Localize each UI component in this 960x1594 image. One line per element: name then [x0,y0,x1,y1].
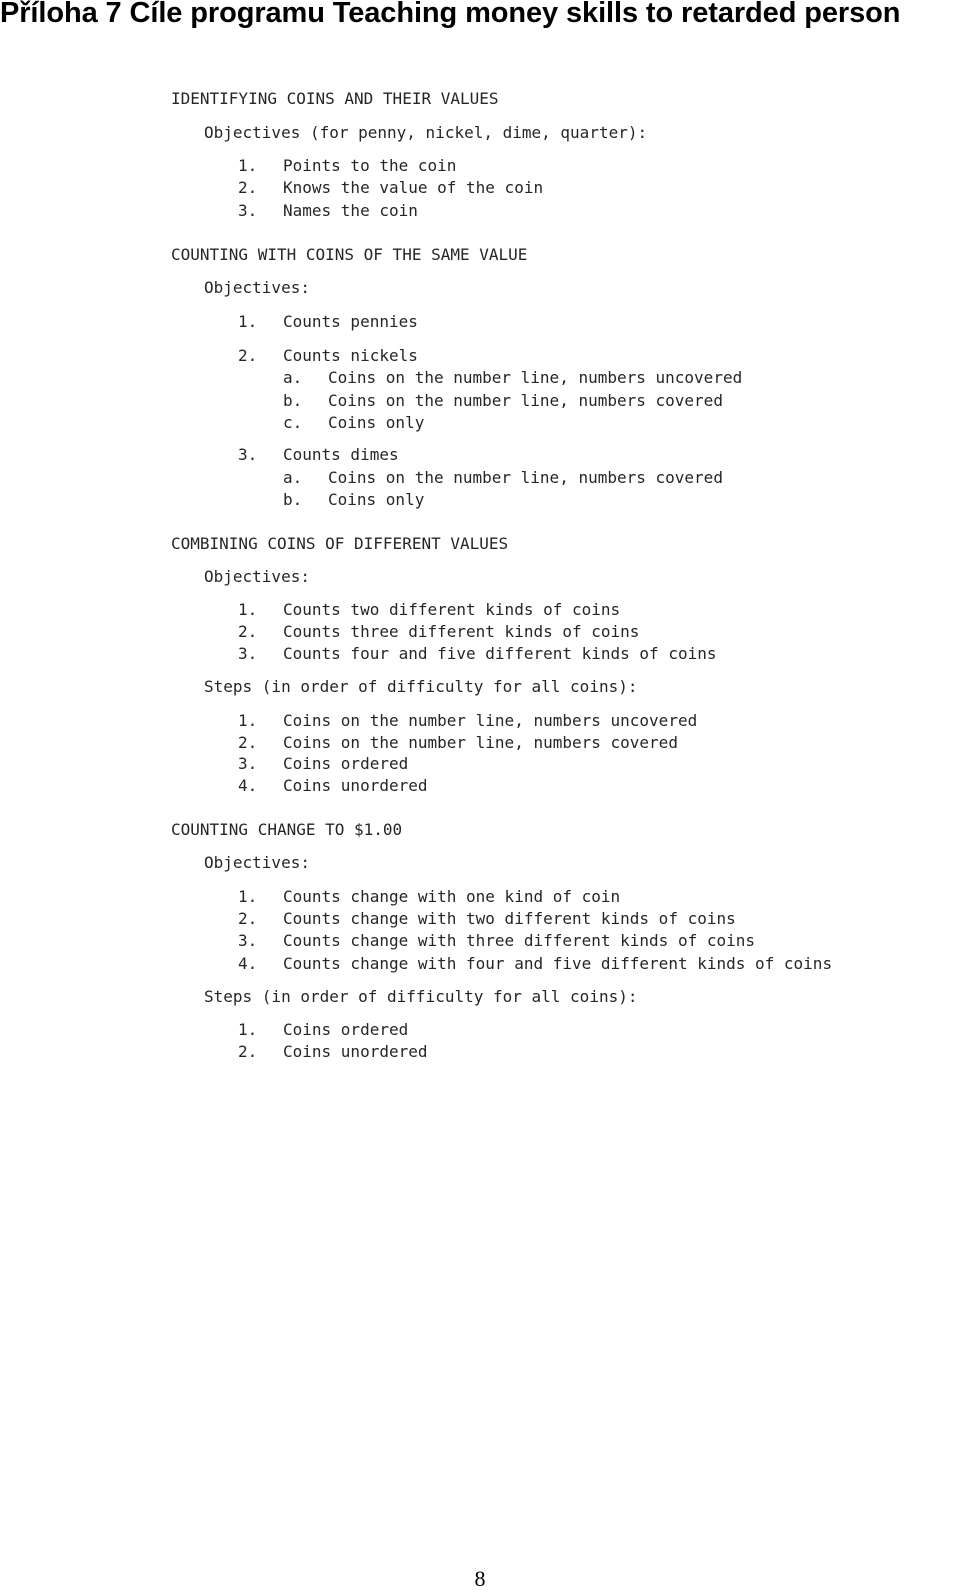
objective-text: Counts change with two different kinds of coins [283,909,736,928]
objective-number: 2. [238,909,258,928]
objective-text: Counts two different kinds of coins [283,600,621,619]
objective-text: Counts dimes [283,445,399,464]
objective-text: Counts nickels [283,346,418,365]
objective-number: 2. [238,346,258,365]
objective-text: Counts change with four and five different kinds of coins [283,954,833,973]
steps-label: Steps (in order of difficulty for all coins): [204,987,638,1006]
objective-number: 1. [238,887,258,906]
page-number: 8 [474,1566,486,1591]
objective-text: Counts four and five different kinds of coins [283,644,717,663]
step-number: 3. [238,754,258,773]
objective-number: 3. [238,644,258,663]
step-number: 1. [238,1020,258,1039]
objective-number: 3. [238,445,258,464]
objectives-label: Objectives (for penny, nickel, dime, quarter): [204,123,648,142]
step-text: Coins on the number line, numbers covered [283,733,678,752]
step-number: 4. [238,776,258,795]
sub-item-text: Coins on the number line, numbers covered [328,391,723,410]
section-heading-counting-change: COUNTING CHANGE TO $1.00 [171,820,403,839]
page-title: Příloha 7 Cíle programu Teaching money skills to retarded person [0,0,901,29]
step-text: Coins on the number line, numbers uncovered [283,711,698,730]
sub-item-text: Coins only [328,490,425,509]
step-number: 2. [238,733,258,752]
sub-item-letter: b. [283,490,303,509]
objective-number: 1. [238,156,258,175]
objectives-label: Objectives: [204,853,310,872]
section-heading-counting-same-value: COUNTING WITH COINS OF THE SAME VALUE [171,245,528,264]
objective-number: 2. [238,178,258,197]
sub-item-letter: a. [283,468,303,487]
sub-item-letter: b. [283,391,303,410]
objective-number: 3. [238,201,258,220]
step-text: Coins ordered [283,1020,409,1039]
objective-text: Names the coin [283,201,418,220]
objective-number: 1. [238,600,258,619]
objective-text: Knows the value of the coin [283,178,544,197]
objective-text: Counts change with one kind of coin [283,887,621,906]
sub-item-text: Coins on the number line, numbers covered [328,468,723,487]
objective-text: Counts pennies [283,312,418,331]
section-heading-combining-coins: COMBINING COINS OF DIFFERENT VALUES [171,534,509,553]
objective-text: Counts three different kinds of coins [283,622,640,641]
section-heading-identifying-coins: IDENTIFYING COINS AND THEIR VALUES [171,89,499,108]
objectives-label: Objectives: [204,278,310,297]
objective-number: 2. [238,622,258,641]
step-text: Coins ordered [283,754,409,773]
objective-text: Points to the coin [283,156,457,175]
sub-item-text: Coins on the number line, numbers uncovered [328,368,743,387]
objective-text: Counts change with three different kinds of coins [283,931,756,950]
objective-number: 1. [238,312,258,331]
sub-item-letter: c. [283,413,303,432]
step-text: Coins unordered [283,776,428,795]
steps-label: Steps (in order of difficulty for all coins): [204,677,638,696]
objective-number: 4. [238,954,258,973]
step-number: 2. [238,1042,258,1061]
step-text: Coins unordered [283,1042,428,1061]
sub-item-text: Coins only [328,413,425,432]
sub-item-letter: a. [283,368,303,387]
objective-number: 3. [238,931,258,950]
objectives-label: Objectives: [204,567,310,586]
step-number: 1. [238,711,258,730]
